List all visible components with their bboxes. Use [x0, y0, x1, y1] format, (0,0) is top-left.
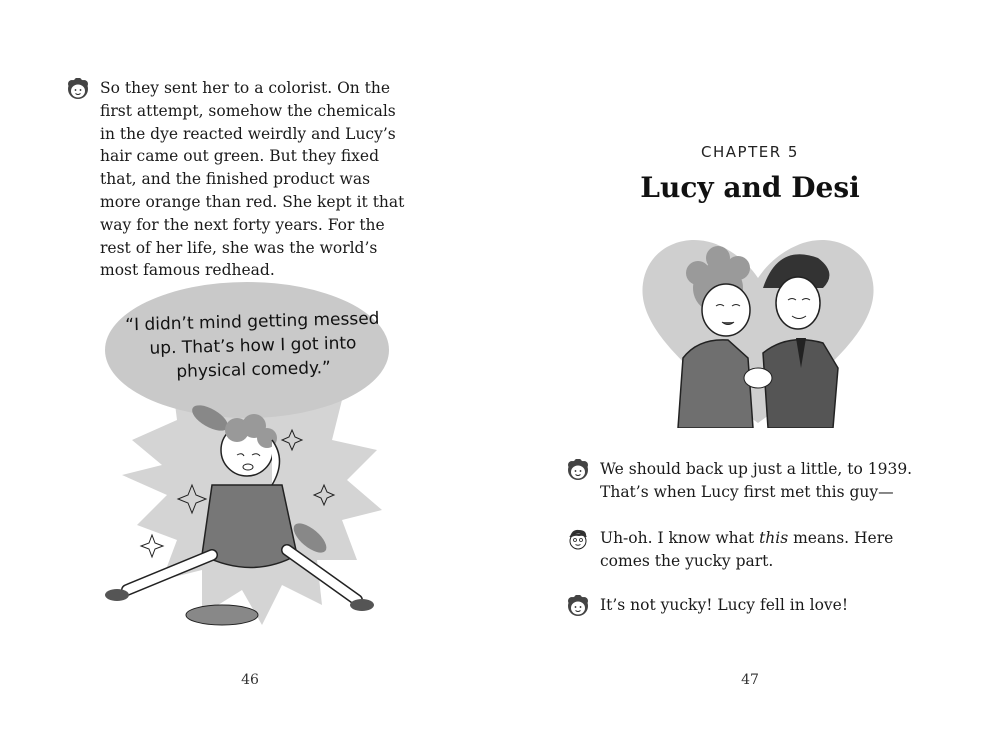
heart-shape — [642, 240, 873, 423]
page-number-right: 47 — [741, 672, 759, 688]
chapter-title: Lucy and Desi — [640, 171, 860, 204]
dialogue-text-1: We should back up just a little, to 1939. That’s when Lucy first met this guy— — [600, 460, 913, 501]
boy-face-icon — [566, 528, 590, 550]
emphasis-text: this — [759, 529, 789, 547]
right-page — [500, 0, 1000, 750]
dialogue-line-2 — [566, 527, 936, 573]
dialogue-text-3: It’s not yucky! Lucy fell in love! — [600, 596, 849, 614]
lucy-face-icon — [66, 78, 90, 100]
chapter-label: CHAPTER 5 — [701, 143, 799, 161]
speech-bubble-quote: “I didn’t mind getting messed up. That’s how I got into physical comedy.” — [124, 308, 380, 383]
lucy-desi-illustration — [638, 228, 878, 428]
dialogue-text-2: Uh-oh. I know what this means. Here comes the yucky part. — [600, 529, 894, 570]
lucy-face-icon — [566, 595, 590, 617]
sparkle-icon — [141, 535, 163, 557]
lucy-face-icon — [566, 459, 590, 481]
page-number-left: 46 — [241, 672, 259, 688]
dialogue-line-1 — [566, 458, 936, 504]
narration-block — [66, 77, 426, 282]
dialogue-line-3 — [566, 594, 936, 617]
narration-paragraph: So they sent her to a colorist. On the first attempt, somehow the chemicals in the dye reacted weirdly and Lucy’s hair came out green. But they fixed that, and the finished product was more orange than red. She kept it that way for the next forty years. For the rest of her life, she was the world’s most famous redhead. — [100, 79, 405, 280]
